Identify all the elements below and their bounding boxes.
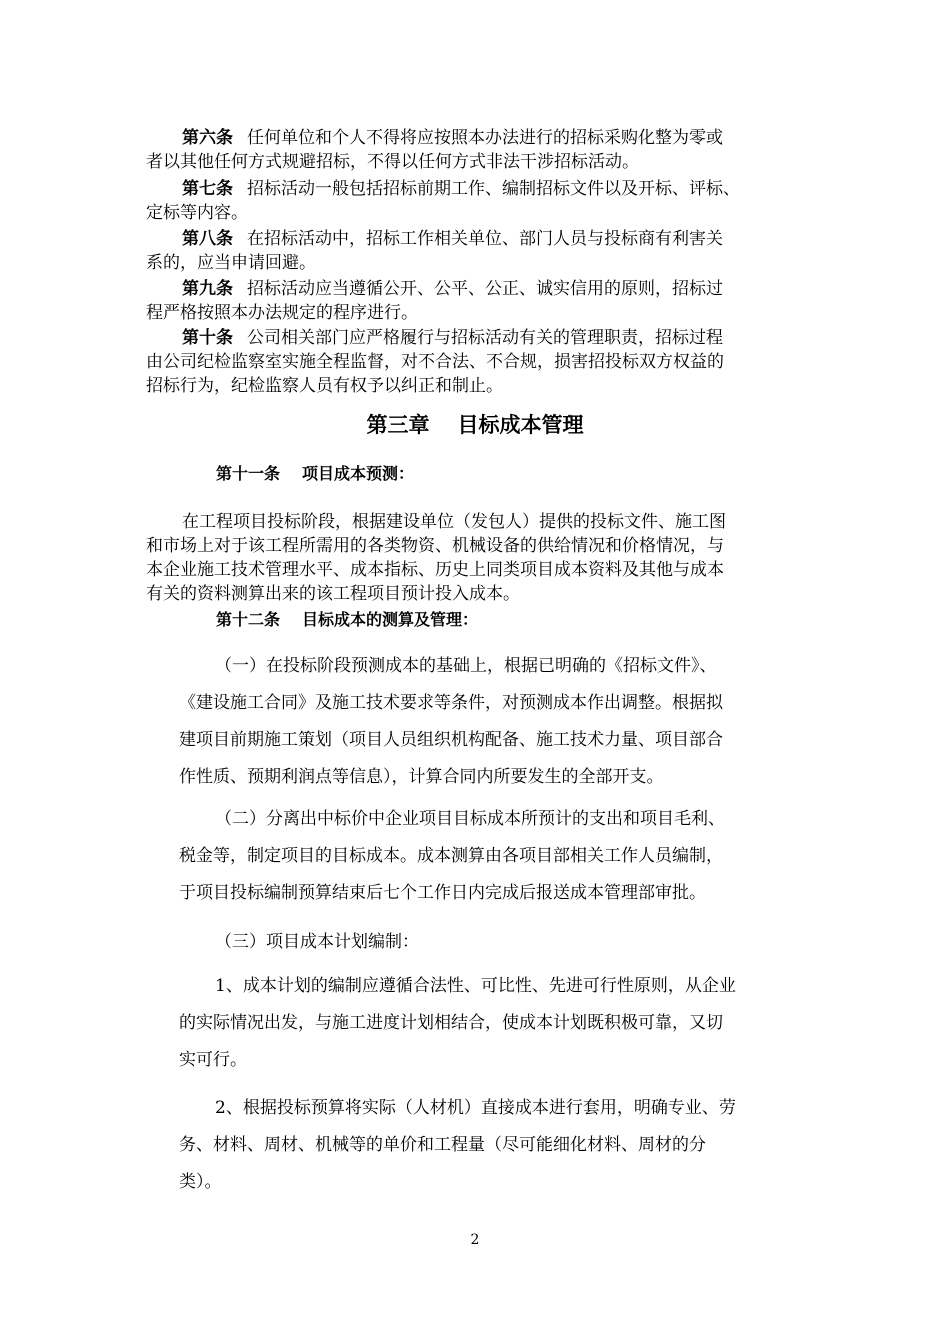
paragraph-line: 于项目投标编制预算结束后七个工作日内完成后报送成本管理部审批。	[179, 883, 706, 903]
paragraph-line: 1、成本计划的编制应遵循合法性、可比性、先进可行性原则，从企业	[215, 976, 736, 996]
article-text: 任何单位和个人不得将应按照本办法进行的招标采购化整为零或	[247, 128, 723, 148]
paragraph-line: 类）。	[179, 1172, 222, 1192]
paragraph-line: 和市场上对于该工程所需用的各类物资、机械设备的供给情况和价格情况，与	[146, 536, 724, 556]
item-3-heading	[179, 924, 819, 961]
article-text: 招标活动一般包括招标前期工作、编制招标文件以及开标、评标、	[247, 179, 740, 199]
paragraph-line: 作性质、预期利润点等信息），计算合同内所要发生的全部开支。	[179, 767, 664, 787]
paragraph-line: 本企业施工技术管理水平、成本指标、历史上同类项目成本资料及其他与成本	[146, 560, 724, 580]
item-1-paragraph	[179, 648, 819, 796]
chapter-title: 目标成本管理	[457, 413, 584, 437]
article-6	[146, 126, 818, 174]
section-number: 第十二条	[216, 610, 281, 629]
section-title: 项目成本预测：	[302, 464, 415, 483]
section-heading-11	[216, 463, 414, 485]
paragraph-line: 的实际情况出发，与施工进度计划相结合，使成本计划既积极可靠，又切	[179, 1013, 723, 1033]
paragraph-line: 在工程项目投标阶段，根据建设单位（发包人）提供的投标文件、施工图	[182, 512, 726, 532]
article-number: 第八条	[182, 229, 233, 249]
section-title: 目标成本的测算及管理：	[302, 610, 479, 629]
article-10	[146, 326, 818, 398]
article-text: 定标等内容。	[146, 203, 248, 223]
article-text: 在招标活动中，招标工作相关单位、部门人员与投标商有利害关	[247, 229, 723, 249]
item-2-paragraph	[179, 801, 819, 912]
section-11-paragraph	[146, 510, 818, 606]
paragraph-line: 《建设施工合同》及施工技术要求等条件，对预测成本作出调整。根据拟	[179, 693, 723, 713]
article-text: 公司相关部门应严格履行与招标活动有关的管理职责，招标过程	[247, 328, 723, 348]
chapter-number: 第三章	[366, 413, 430, 437]
article-text: 系的，应当申请回避。	[146, 253, 316, 273]
paragraph-line: 建项目前期施工策划（项目人员组织机构配备、施工技术力量、项目部合	[179, 730, 723, 750]
paragraph-line: 务、材料、周材、机械等的单价和工程量（尽可能细化材料、周材的分	[179, 1135, 706, 1155]
article-9	[146, 277, 818, 325]
paragraph-line: 税金等，制定项目的目标成本。成本测算由各项目部相关工作人员编制，	[179, 846, 723, 866]
section-heading-12	[216, 609, 478, 631]
article-number: 第七条	[182, 179, 233, 199]
article-text: 由公司纪检监察室实施全程监督，对不合法、不合规，损害招投标双方权益的	[146, 352, 724, 372]
sub-item-2-paragraph	[179, 1090, 819, 1201]
article-number: 第十条	[182, 328, 233, 348]
paragraph-line: 实可行。	[179, 1050, 247, 1070]
article-text: 招标活动应当遵循公开、公平、公正、诚实信用的原则，招标过	[247, 279, 723, 299]
article-number: 第九条	[182, 279, 233, 299]
page-number: 2	[470, 1232, 480, 1248]
article-text: 招标行为，纪检监察人员有权予以纠正和制止。	[146, 376, 503, 396]
paragraph-line: （三）项目成本计划编制：	[215, 932, 419, 952]
paragraph-line: 有关的资料测算出来的该工程项目预计投入成本。	[146, 584, 520, 604]
paragraph-line: 2、根据投标预算将实际（人材机）直接成本进行套用，明确专业、劳	[215, 1098, 736, 1118]
article-8	[146, 227, 818, 275]
section-number: 第十一条	[216, 464, 281, 483]
article-number: 第六条	[182, 128, 233, 148]
chapter-heading	[0, 411, 950, 439]
article-text: 者以其他任何方式规避招标，不得以任何方式非法干涉招标活动。	[146, 152, 639, 172]
article-text: 程严格按照本办法规定的程序进行。	[146, 303, 418, 323]
article-7	[146, 177, 818, 225]
sub-item-1-paragraph	[179, 968, 819, 1079]
paragraph-line: （一）在投标阶段预测成本的基础上，根据已明确的《招标文件》、	[215, 656, 717, 676]
paragraph-line: （二）分离出中标价中企业项目目标成本所预计的支出和项目毛利、	[215, 809, 725, 829]
